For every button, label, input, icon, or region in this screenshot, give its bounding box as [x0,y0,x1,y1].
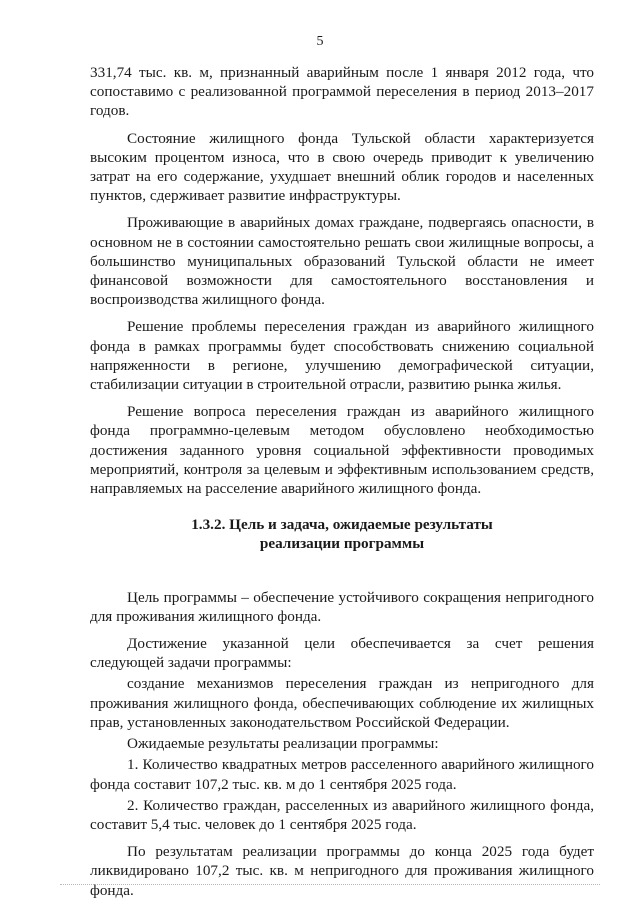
paragraph-program-method: Решение вопроса переселения граждан из аварийного жилищного фонда программно-целевым методом обусловлено необходимостью достижения заданного уровня социальной эффективности проводимых мероприятий, контроля за целевым и эффективным использованием средств, направляемых на расселение аварийного жилищного фонда. [90,403,594,498]
paragraph-final-result: По результатам реализации программы до конца 2025 года будет ликвидировано 107,2 тыс. кв. м непригодного для проживания жилищного фонда. [90,843,594,899]
paragraph-goal: Цель программы – обеспечение устойчивого сокращения непригодного для проживания жилищного фонда. [90,588,594,625]
paragraph-expected-results: Ожидаемые результаты реализации программы: [127,735,439,753]
section-heading [90,515,594,553]
paragraph-residents: Проживающие в аварийных домах граждане, подвергаясь опасности, в основном не в состоянии самостоятельно решать свои жилищные вопросы, а большинство муниципальных образований Тульской области не имеет финансовой возможности для самостоятельного восстановления и воспроизводства жилищного фонда. [90,214,594,309]
paragraph-continuation: 331,74 тыс. кв. м, признанный аварийным после 1 января 2012 года, что сопоставимо с реализованной программой переселения в период 2013–2017 годов. [90,64,594,120]
paragraph-housing-condition: Состояние жилищного фонда Тульской области характеризуется высоким процентом износа, что в свою очередь приводит к увеличению затрат на его содержание, ухудшает внешний облик городов и населенных пунктов, сдерживает развитие инфраструктуры. [90,129,594,205]
paragraph-goal-achievement: Достижение указанной цели обеспечивается за счет решения следующей задачи программы: [90,635,594,672]
document-body [90,63,594,908]
page-number: 5 [316,34,324,49]
paragraph-result-2: 2. Количество граждан, расселенных из аварийного жилищного фонда, составит 5,4 тыс. человек до 1 сентября 2025 года. [90,796,594,833]
section-heading-line-2: реализации программы [259,535,425,553]
paragraph-resettlement-solution: Решение проблемы переселения граждан из аварийного жилищного фонда в рамках программы будет способствовать снижению социальной напряженности в регионе, улучшению демографической ситуации, стабилизации ситуации в строительной отрасли, развитию рынка жилья. [90,318,594,394]
section-heading-line-1: 1.3.2. Цель и задача, ожидаемые результаты [191,516,493,534]
paragraph-result-1: 1. Количество квадратных метров расселенного аварийного жилищного фонда составит 107,2 тыс. кв. м до 1 сентября 2025 года. [90,756,594,793]
footer-scan-line [60,884,600,885]
paragraph-task: создание механизмов переселения граждан из непригодного для проживания жилищного фонда, обеспечивающих соблюдение их жилищных прав, установленных законодательством Российской Федерации. [90,675,594,731]
